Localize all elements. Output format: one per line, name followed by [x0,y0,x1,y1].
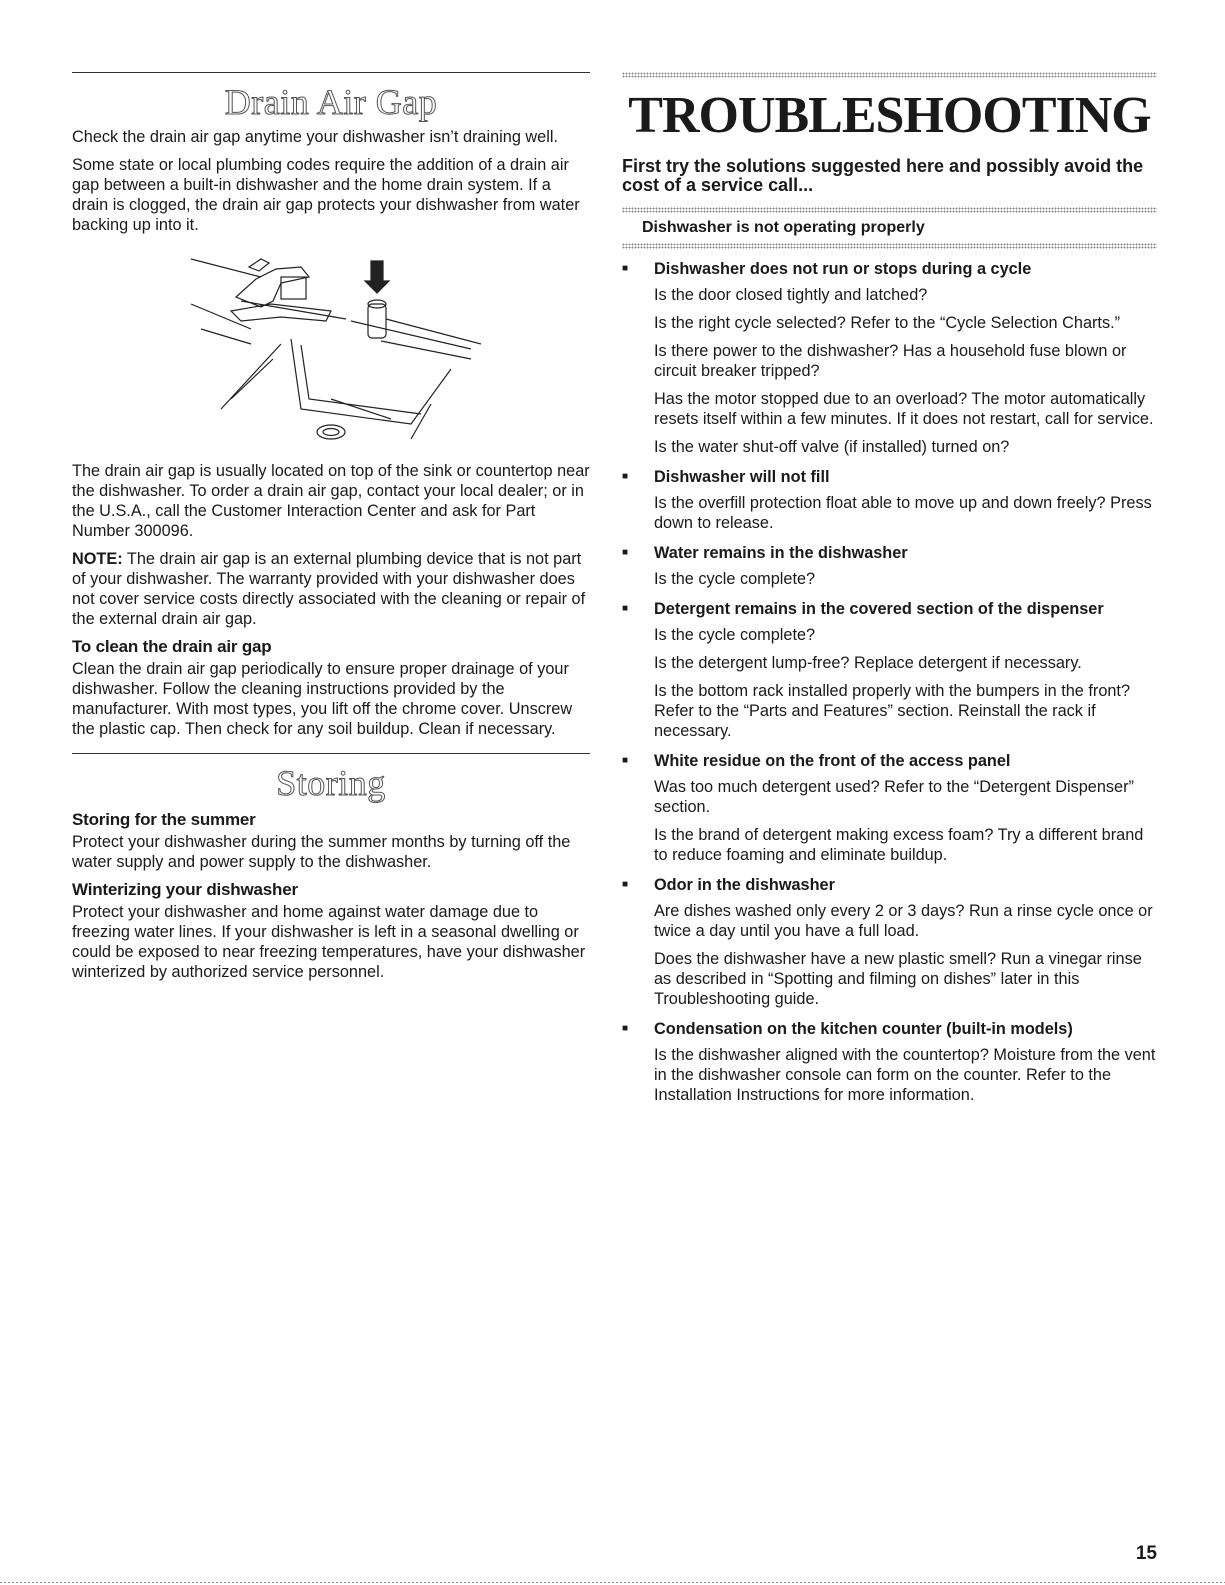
square-bullet-icon: ■ [622,603,629,614]
square-bullet-icon: ■ [622,547,629,558]
summer-text: Protect your dishwasher during the summer months by turning off the water supply and power supply to the dishwasher. [72,833,571,871]
solution-text: Has the motor stopped due to an overload? The motor automatically resets itself within a few minutes. If it does not restart, call for service. [654,390,1154,428]
square-bullet-icon: ■ [622,263,629,274]
problem-heading [622,751,1157,771]
troubleshooting-title: TROUBLESHOOTING [628,87,1151,144]
note-text: The drain air gap is an external plumbing device that is not part of your dishwasher. The warranty provided with your dishwasher does not cover service costs directly associated with the cleaning or repair of the external drain air gap. [72,550,586,628]
square-bullet-icon: ■ [622,755,629,766]
solution-text: Was too much detergent used? Refer to the “Detergent Dispenser” section. [654,778,1134,816]
left-column [72,72,590,990]
solution-text: Are dishes washed only every 2 or 3 days? Run a rinse cycle once or twice a day until you have a full load. [654,902,1153,940]
solution-text: Does the dishwasher have a new plastic smell? Run a vinegar rinse as described in “Spotting and filming on dishes” later in this Troubleshooting guide. [654,950,1142,1008]
solution-text: Is the detergent lump-free? Replace detergent if necessary. [654,654,1082,672]
solution-text: Is the right cycle selected? Refer to the “Cycle Selection Charts.” [654,314,1121,332]
problem-heading-text: Odor in the dishwasher [654,876,835,894]
problem-heading-text: White residue on the front of the access panel [654,752,1011,770]
square-bullet-icon: ■ [622,471,629,482]
problem-heading-text: Condensation on the kitchen counter (built-in models) [654,1020,1073,1038]
solution-text: Is there power to the dishwasher? Has a household fuse blown or circuit breaker tripped? [654,342,1127,380]
drain-location: The drain air gap is usually located on top of the sink or countertop near the dishwasher. To order a drain air gap, contact your local dealer; or in the U.S.A., call the Customer Interaction Center and ask for Part Number 300096. [72,462,590,540]
drain-air-gap-title: Drain Air Gap [224,82,438,122]
problem-heading [622,599,1157,619]
problem-heading-text: Water remains in the dishwasher [654,544,908,562]
right-column [622,72,1157,1113]
solution-text: Is the water shut-off valve (if installed) turned on? [654,438,1010,456]
clean-text: Clean the drain air gap periodically to ensure proper drainage of your dishwasher. Follow the cleaning instructions provided by the manufacturer. With most types, you lift off the chrome cover. Unscrew the plastic cap. Then check for any soil buildup. Clean if necessary. [72,660,573,738]
top-rule [72,72,590,73]
solution-text: Is the overfill protection float able to move up and down freely? Press down to release. [654,494,1152,532]
storing-rule [72,753,590,754]
problem-heading [622,543,1157,563]
summer-heading: Storing for the summer [72,810,256,829]
problem-heading [622,259,1157,279]
subhead-bottom-rule [622,243,1157,249]
solution-text: Is the brand of detergent making excess foam? Try a different brand to reduce foaming and eliminate buildup. [654,826,1144,864]
sink-with-drain-air-gap-icon [181,249,481,449]
problem-category: Dishwasher is not operating properly [642,219,925,236]
solution-text: Is the door closed tightly and latched? [654,286,928,304]
drain-note [72,549,590,629]
solution-text: Is the dishwasher aligned with the countertop? Moisture from the vent in the dishwasher console can form on the counter. Refer to the Installation Instructions for more information. [654,1046,1156,1104]
solution-text: Is the cycle complete? [654,626,816,644]
winter-text: Protect your dishwasher and home against water damage due to freezing water lines. If your dishwasher is left in a seasonal dwelling or could be exposed to near freezing temperatures, have your dishwasher winterized by authorized service personnel. [72,903,586,981]
drain-codes: Some state or local plumbing codes require the addition of a drain air gap between a built-in dishwasher and the home drain system. If a drain is clogged, the drain air gap protects your dishwasher from water backing up into it. [72,156,580,234]
winter-heading: Winterizing your dishwasher [72,880,298,899]
bottom-rule [0,1582,1225,1583]
square-bullet-icon: ■ [622,1023,629,1034]
solution-text: Is the cycle complete? [654,570,816,588]
subhead-top-rule [622,207,1157,213]
page-number: 15 [1135,1543,1157,1564]
top-dotted-rule [622,72,1157,78]
square-bullet-icon: ■ [622,879,629,890]
solution-text: Is the bottom rack installed properly with the bumpers in the front? Refer to the “Parts and Features” section. Reinstall the rack if necessary. [654,682,1131,740]
problem-heading-text: Dishwasher does not run or stops during a cycle [654,260,1032,278]
storing-title: Storing [276,763,386,803]
problem-heading-text: Dishwasher will not fill [654,468,830,486]
problem-heading [622,1019,1157,1039]
problem-heading-text: Detergent remains in the covered section of the dispenser [654,600,1104,618]
clean-heading: To clean the drain air gap [72,637,272,656]
drain-intro: Check the drain air gap anytime your dishwasher isn’t draining well. [72,128,558,146]
note-label: NOTE: [72,550,123,568]
problem-list [622,259,1157,1105]
problem-heading [622,875,1157,895]
problem-heading [622,467,1157,487]
troubleshooting-lead: First try the solutions suggested here and possibly avoid the cost of a service call... [622,156,1144,195]
